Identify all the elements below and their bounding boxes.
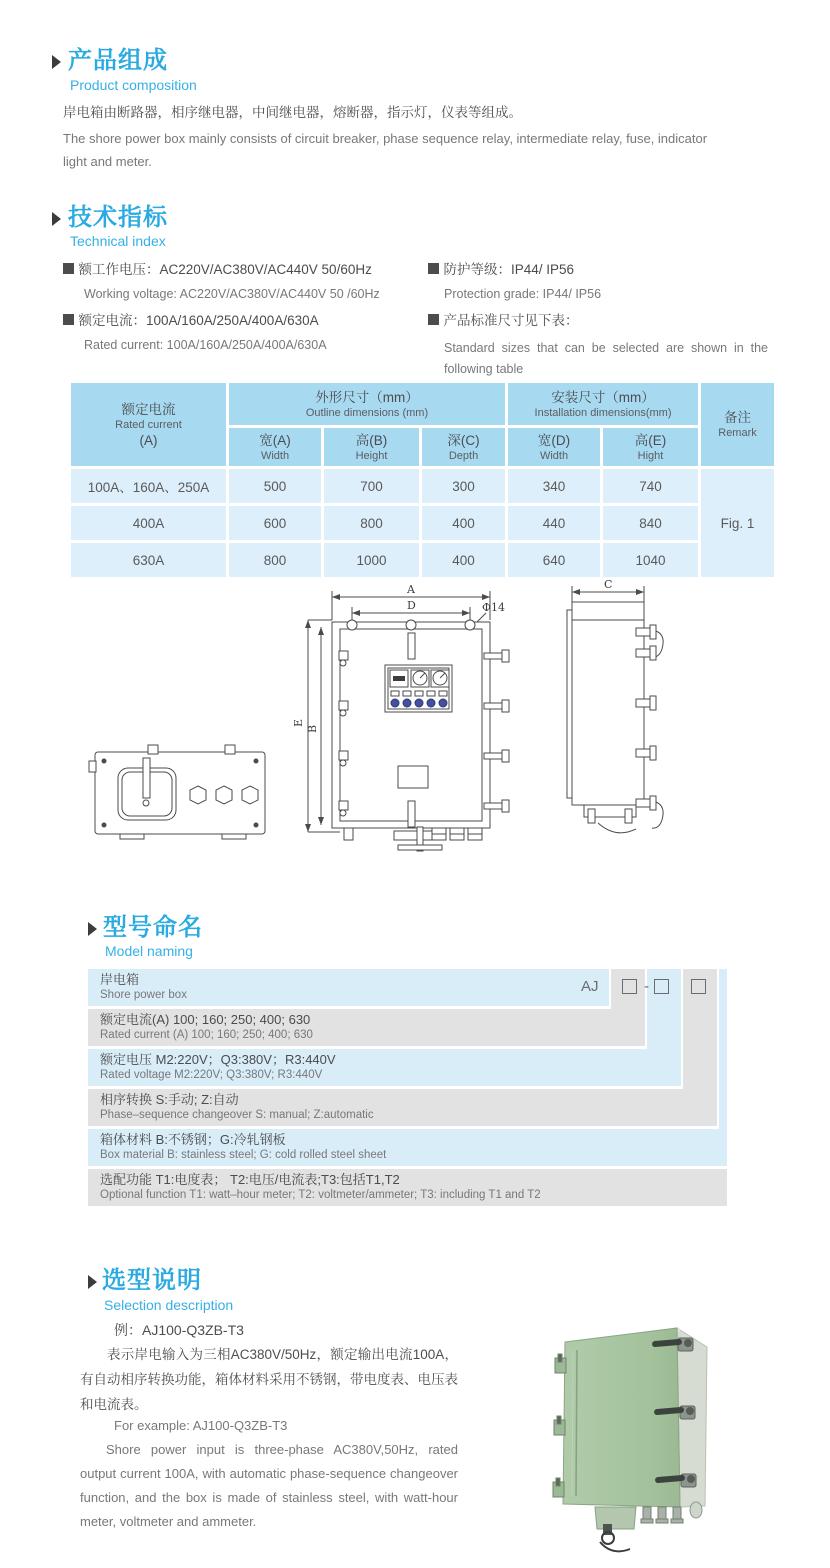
table-row <box>71 543 774 577</box>
cable-glands <box>190 786 258 804</box>
section-arrow-icon <box>88 922 97 936</box>
technical-drawing <box>0 575 830 895</box>
cell-current: 400A <box>71 506 226 540</box>
code-dash: - <box>644 978 649 995</box>
model-naming-diagram <box>88 969 748 1209</box>
front-view <box>292 583 509 851</box>
cell-d: 400 <box>422 506 505 540</box>
spec-cn: 防护等级：IP44/ IP56 <box>443 262 574 277</box>
code-box <box>691 979 706 994</box>
square-bullet-icon <box>428 263 439 274</box>
col-sub-width-d: 宽(D) Width <box>508 428 600 466</box>
spec-en: Standard sizes that can be selected are shown in the following table <box>444 341 768 376</box>
section-subtitle-composition: Product composition <box>70 77 197 93</box>
side-view <box>567 578 663 833</box>
section-title-technical: 技术指标 <box>68 204 168 231</box>
square-bullet-icon <box>428 314 439 325</box>
spec-en: Working voltage: AC220V/AC380V/AC440V 50 /60Hz <box>84 287 380 301</box>
spec-cn: 额定电流：100A/160A/250A/400A/630A <box>78 313 319 328</box>
cell-ih: 1040 <box>603 543 698 577</box>
selection-desc-cn: 表示岸电输入为三相AC380V/50Hz，额定输出电流100A，有自动相序转换功能，箱体材料采用不锈钢，带电度表、电压表和电流表。 <box>80 1347 458 1412</box>
section-subtitle-selection: Selection description <box>104 1297 234 1313</box>
col-header-remark: 备注 Remark <box>701 383 774 466</box>
dim-label-a: A <box>407 583 415 596</box>
dim-label-d: D <box>407 599 416 612</box>
naming-row-current: 额定电流(A) 100; 160; 250; 400; 630 Rated current (A) 100; 160; 250; 400; 630 <box>88 1009 645 1046</box>
dim-label-c: C <box>604 578 613 591</box>
dimension-table <box>68 380 777 580</box>
bottom-view <box>89 745 265 839</box>
product-photo <box>540 1300 830 1568</box>
col-group-outline: 外形尺寸（mm） Outline dimensions (mm) <box>229 383 505 425</box>
dim-label-e: E <box>292 718 305 727</box>
enclosure-box <box>553 1328 707 1551</box>
composition-text-en: The shore power box mainly consists of circuit breaker, phase sequence relay, intermediate relay, fuse, indicator light and meter. <box>63 131 708 169</box>
table-row <box>71 506 774 540</box>
col-sub-depth-c: 深(C) Depth <box>422 428 505 466</box>
cell-h: 1000 <box>324 543 419 577</box>
table-row <box>71 469 774 503</box>
cell-current: 100A、160A、250A <box>71 469 226 503</box>
col-sub-height-b: 高(B) Height <box>324 428 419 466</box>
naming-row-voltage: 额定电压 M2:220V；Q3:380V；R3:440V Rated voltage M2:220V; Q3:380V; R3:440V <box>88 1049 681 1086</box>
spec-standard-sizes <box>428 309 768 380</box>
spec-working-voltage <box>63 258 418 301</box>
cell-d: 400 <box>422 543 505 577</box>
cell-ih: 740 <box>603 469 698 503</box>
section-title-selection: 选型说明 <box>102 1267 202 1294</box>
cell-iw: 640 <box>508 543 600 577</box>
naming-row-product: 岸电箱 Shore power box <box>88 969 609 1006</box>
col-header-current: 额定电流 Rated current (A) <box>71 383 226 466</box>
cell-iw: 340 <box>508 469 600 503</box>
naming-row-phase: 相序转换 S:手动; Z:自动 Phase–sequence changeover S: manual; Z:automatic <box>88 1089 717 1126</box>
cell-remark: Fig. 1 <box>701 469 774 577</box>
selection-example-en: For example: AJ100-Q3ZB-T3 <box>114 1418 288 1433</box>
spec-en: Protection grade: IP44/ IP56 <box>444 287 602 301</box>
spec-cn: 产品标准尺寸见下表： <box>443 313 579 328</box>
spec-protection-grade <box>428 258 773 301</box>
meter-panel <box>385 665 452 712</box>
composition-text-cn: 岸电箱由断路器，相序继电器，中间继电器，熔断器，指示灯，仪表等组成。 <box>63 105 522 120</box>
cell-iw: 440 <box>508 506 600 540</box>
col-sub-hight-e: 高(E) Hight <box>603 428 698 466</box>
square-bullet-icon <box>63 314 74 325</box>
cell-w: 500 <box>229 469 321 503</box>
cell-w: 600 <box>229 506 321 540</box>
col-sub-width-a: 宽(A) Width <box>229 428 321 466</box>
spec-cn: 额工作电压：AC220V/AC380V/AC440V 50/60Hz <box>78 262 372 277</box>
section-title-naming: 型号命名 <box>103 914 203 941</box>
cell-ih: 840 <box>603 506 698 540</box>
spec-en: Rated current: 100A/160A/250A/400A/630A <box>84 338 327 352</box>
spec-rated-current <box>63 309 418 352</box>
section-subtitle-technical: Technical index <box>70 233 166 249</box>
section-arrow-icon <box>52 55 61 69</box>
dim-label-b: B <box>306 724 319 733</box>
cable-glands <box>641 1507 683 1523</box>
cell-d: 300 <box>422 469 505 503</box>
section-subtitle-naming: Model naming <box>105 943 193 959</box>
selection-desc-en: Shore power input is three-phase AC380V,50Hz, rated output current 100A, with automatic phase-sequence changeover function, and the box is made of stainless steel, with watt-hour meter, voltmeter and ammeter. <box>80 1442 458 1529</box>
code-box <box>622 979 637 994</box>
cell-h: 800 <box>324 506 419 540</box>
dim-label-phi14: Φ14 <box>482 601 506 614</box>
cell-h: 700 <box>324 469 419 503</box>
model-prefix: AJ <box>581 978 599 995</box>
col-group-install: 安装尺寸（mm） Installation dimensions(mm) <box>508 383 698 425</box>
selection-example-cn: 例：AJ100-Q3ZB-T3 <box>114 1322 244 1338</box>
section-title-composition: 产品组成 <box>68 47 168 74</box>
section-arrow-icon <box>88 1275 97 1289</box>
cell-current: 630A <box>71 543 226 577</box>
cell-w: 800 <box>229 543 321 577</box>
square-bullet-icon <box>63 263 74 274</box>
section-arrow-icon <box>52 212 61 226</box>
code-box <box>654 979 669 994</box>
naming-row-optional: 选配功能 T1:电度表； T2:电压/电流表;T3:包括T1,T2 Optional function T1: watt–hour meter; T2: voltmeter/ammeter; T3: including T1 and T2 <box>88 1169 727 1206</box>
naming-row-material: 箱体材料 B:不锈钢；G:冷轧钢板 Box material B: stainless steel; G: cold rolled steel sheet <box>88 1129 727 1166</box>
